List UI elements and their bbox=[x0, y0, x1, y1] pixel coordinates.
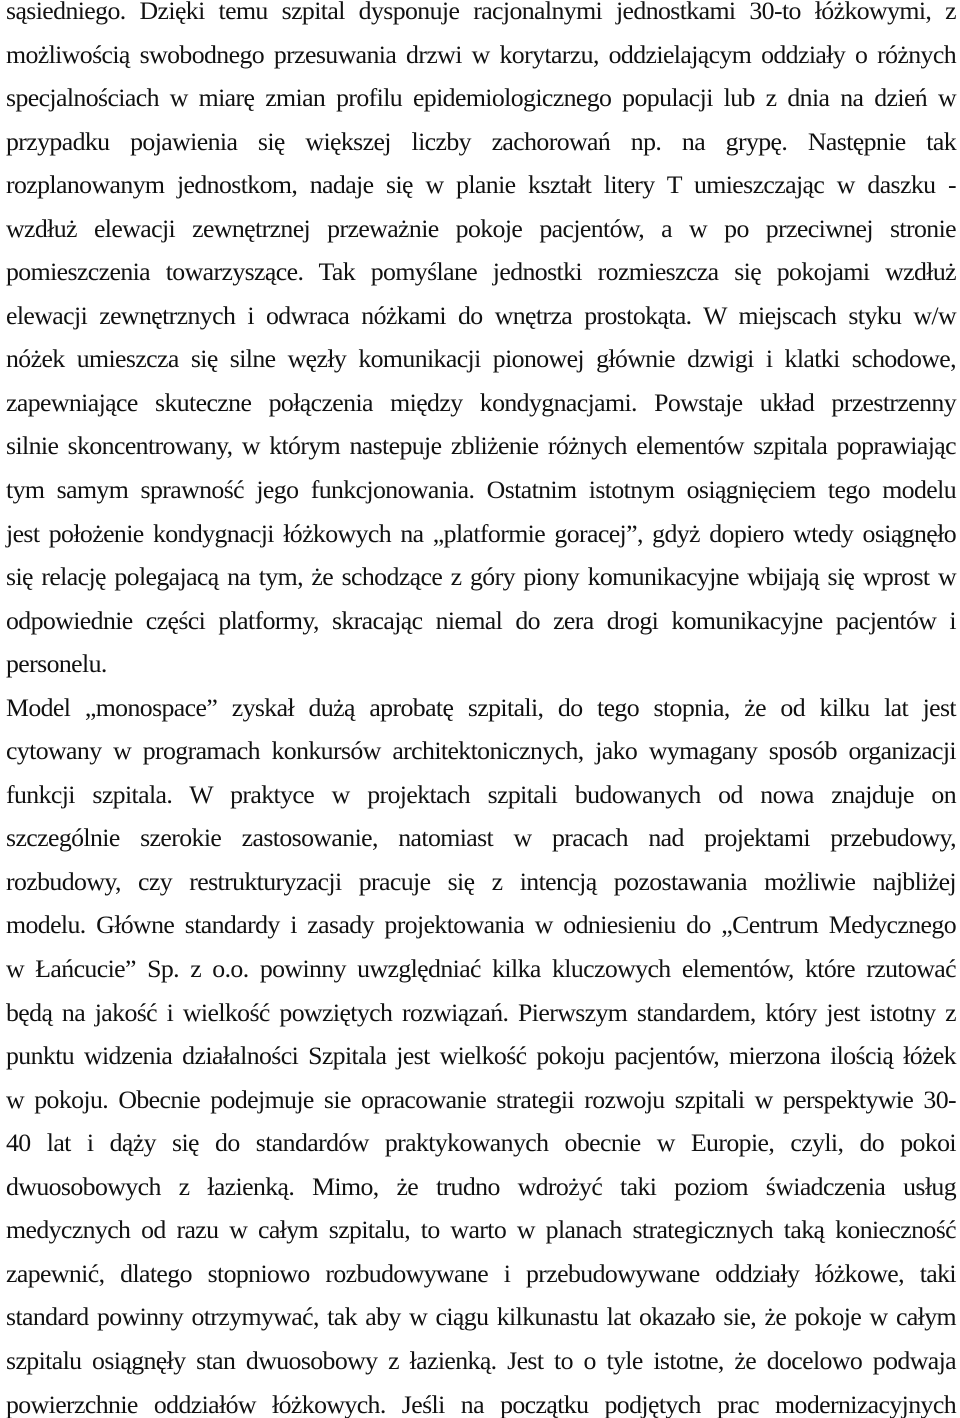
text-line: w Łańcucie” Sp. z o.o. powinny uwzględniać kilka kluczowych elementów, które rzutować bbox=[6, 954, 956, 984]
text-line: standard powinny otrzymywać, tak aby w ciągu kilkunastu lat okazało sie, że pokoje w całym bbox=[6, 1302, 956, 1332]
text-line: jest położenie kondygnacji łóżkowych na „platformie goracej”, gdyż dopiero wtedy osiągnęło bbox=[6, 518, 956, 548]
text-line: zapewniające skuteczne połączenia między kondygnacjami. Powstaje układ przestrzenny bbox=[6, 387, 956, 417]
text-line: cytowany w programach konkursów architektonicznych, jako wymagany sposób organizacji bbox=[6, 736, 956, 766]
text-line: specjalnościach w miarę zmian profilu epidemiologicznego populacji lub z dnia na dzień w bbox=[6, 83, 956, 113]
text-line: zapewnić, dlatego stopniowo rozbudowywane i przebudowywane oddziały łóżkowe, taki bbox=[6, 1258, 956, 1288]
body-text bbox=[6, 0, 956, 1418]
text-line: odpowiednie części platformy, skracając niemal do zera drogi komunikacyjne pacjentów i bbox=[6, 605, 956, 635]
text-line: rozbudowy, czy restrukturyzacji pracuje się z intencją pozostawania możliwie najbliżej bbox=[6, 866, 956, 896]
text-line: w pokoju. Obecnie podejmuje sie opracowanie strategii rozwoju szpitali w perspektywie 30- bbox=[6, 1084, 956, 1114]
text-line: powierzchnie oddziałów łóżkowych. Jeśli na początku podjętych prac modernizacyjnych bbox=[6, 1389, 956, 1418]
text-line: punktu widzenia działalności Szpitala jest wielkość pokoju pacjentów, mierzona ilością łóżek bbox=[6, 1041, 956, 1071]
text-line: pomieszczenia towarzyszące. Tak pomyślane jednostki rozmieszcza się pokojami wzdłuż bbox=[6, 257, 956, 287]
text-line: szczególnie szerokie zastosowanie, natomiast w pracach nad projektami przebudowy, bbox=[6, 823, 956, 853]
text-line: funkcji szpitala. W praktyce w projektach szpitali budowanych od nowa znajduje on bbox=[6, 779, 956, 809]
text-line: nóżek umieszcza się silne węzły komunikacji pionowej głównie dzwigi i klatki schodowe, bbox=[6, 344, 956, 374]
text-line: silnie skoncentrowany, w którym nastepuje zbliżenie różnych elementów szpitala poprawiając bbox=[6, 431, 956, 461]
text-line: się relację polegajacą na tym, że schodzące z góry piony komunikacyjne wbijają się wprost w bbox=[6, 562, 956, 592]
text-line: wzdłuż elewacji zewnętrznej przeważnie pokoje pacjentów, a w po przeciwnej stronie bbox=[6, 213, 956, 243]
text-line: 40 lat i dąży się do standardów praktykowanych obecnie w Europie, czyli, do pokoi bbox=[6, 1128, 956, 1158]
text-line: szpitalu osiągnęły stan dwuosobowy z łazienką. Jest to o tyle istotne, że docelowo podwaja bbox=[6, 1345, 956, 1375]
text-line: rozplanowanym jednostkom, nadaje się w planie kształt litery T umieszczając w daszku - bbox=[6, 170, 956, 200]
text-line: medycznych od razu w całym szpitalu, to warto w planach strategicznych taką konieczność bbox=[6, 1215, 956, 1245]
text-line: będą na jakość i wielkość powziętych rozwiązań. Pierwszym standardem, który jest istotny z bbox=[6, 997, 956, 1027]
paragraph-end-line: personelu. bbox=[6, 649, 107, 679]
text-line: dwuosobowych z łazienką. Mimo, że trudno wdrożyć taki poziom świadczenia usług bbox=[6, 1171, 956, 1201]
text-line: sąsiedniego. Dzięki temu szpital dysponuje racjonalnymi jednostkami 30-to łóżkowymi, z bbox=[6, 0, 956, 25]
text-line: modelu. Główne standardy i zasady projektowania w odniesieniu do „Centrum Medycznego bbox=[6, 910, 956, 940]
text-line: tym samym sprawność jego funkcjonowania. Ostatnim istotnym osiągnięciem tego modelu bbox=[6, 475, 956, 505]
text-line: przypadku pojawienia się większej liczby zachorowań np. na grypę. Następnie tak bbox=[6, 126, 956, 156]
text-line: elewacji zewnętrznych i odwraca nóżkami do wnętrza prostokąta. W miejscach styku w/w bbox=[6, 300, 956, 330]
text-line: Model „monospace” zyskał dużą aprobatę szpitali, do tego stopnia, że od kilku lat jest bbox=[6, 692, 956, 722]
text-line: możliwością swobodnego przesuwania drzwi w korytarzu, oddzielającym oddziały o różnych bbox=[6, 39, 956, 69]
